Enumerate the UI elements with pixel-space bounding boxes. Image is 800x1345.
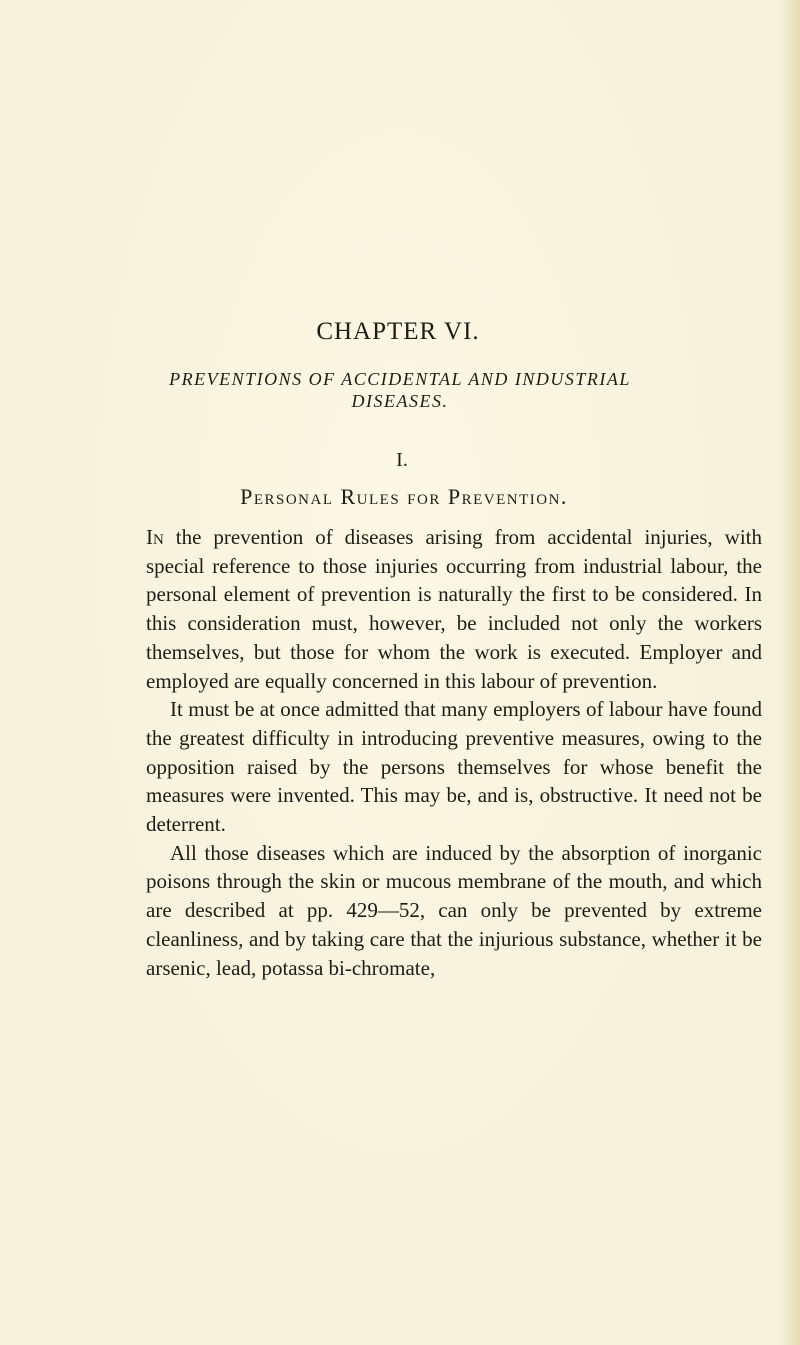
subsection-heading: Personal Rules for Prevention.: [240, 484, 568, 509]
body-text: [146, 523, 762, 982]
paragraph-1-text: the prevention of diseases arising from accidental injuries, with special reference to those injuries occurring from industrial labour, the personal element of prevention is naturally the first to be considered. In this consideration must, however, be included not only the workers themselves, but those for whom the work is executed. Employer and employed are equally concerned in this labour of prevention.: [146, 525, 762, 693]
paragraph-1: [146, 523, 762, 695]
chapter-heading: CHAPTER VI.: [316, 318, 480, 345]
paragraph-1-lead-word: In: [146, 525, 164, 549]
section-title-line-2: DISEASES.: [351, 391, 449, 411]
paragraph-3: All those diseases which are induced by the absorption of inorganic poisons through the skin or mucous membrane of the mouth, and which are described at pp. 429—52, can only be prevented by extreme cleanliness, and by taking care that the injurious substance, whether it be arsenic, lead, potassa bi-chromate,: [146, 840, 762, 980]
section-title-line-1: PREVENTIONS OF ACCIDENTAL AND INDUSTRIAL: [169, 369, 631, 389]
section-number: I.: [396, 449, 408, 471]
paragraph-2: It must be at once admitted that many employers of labour have found the greatest difficulty in introducing preventive measures, owing to the opposition raised by the persons themselves for whose benefit the measures were invented. This may be, and is, obstructive. It need not be deterrent.: [146, 697, 762, 837]
section-title: [120, 368, 680, 412]
